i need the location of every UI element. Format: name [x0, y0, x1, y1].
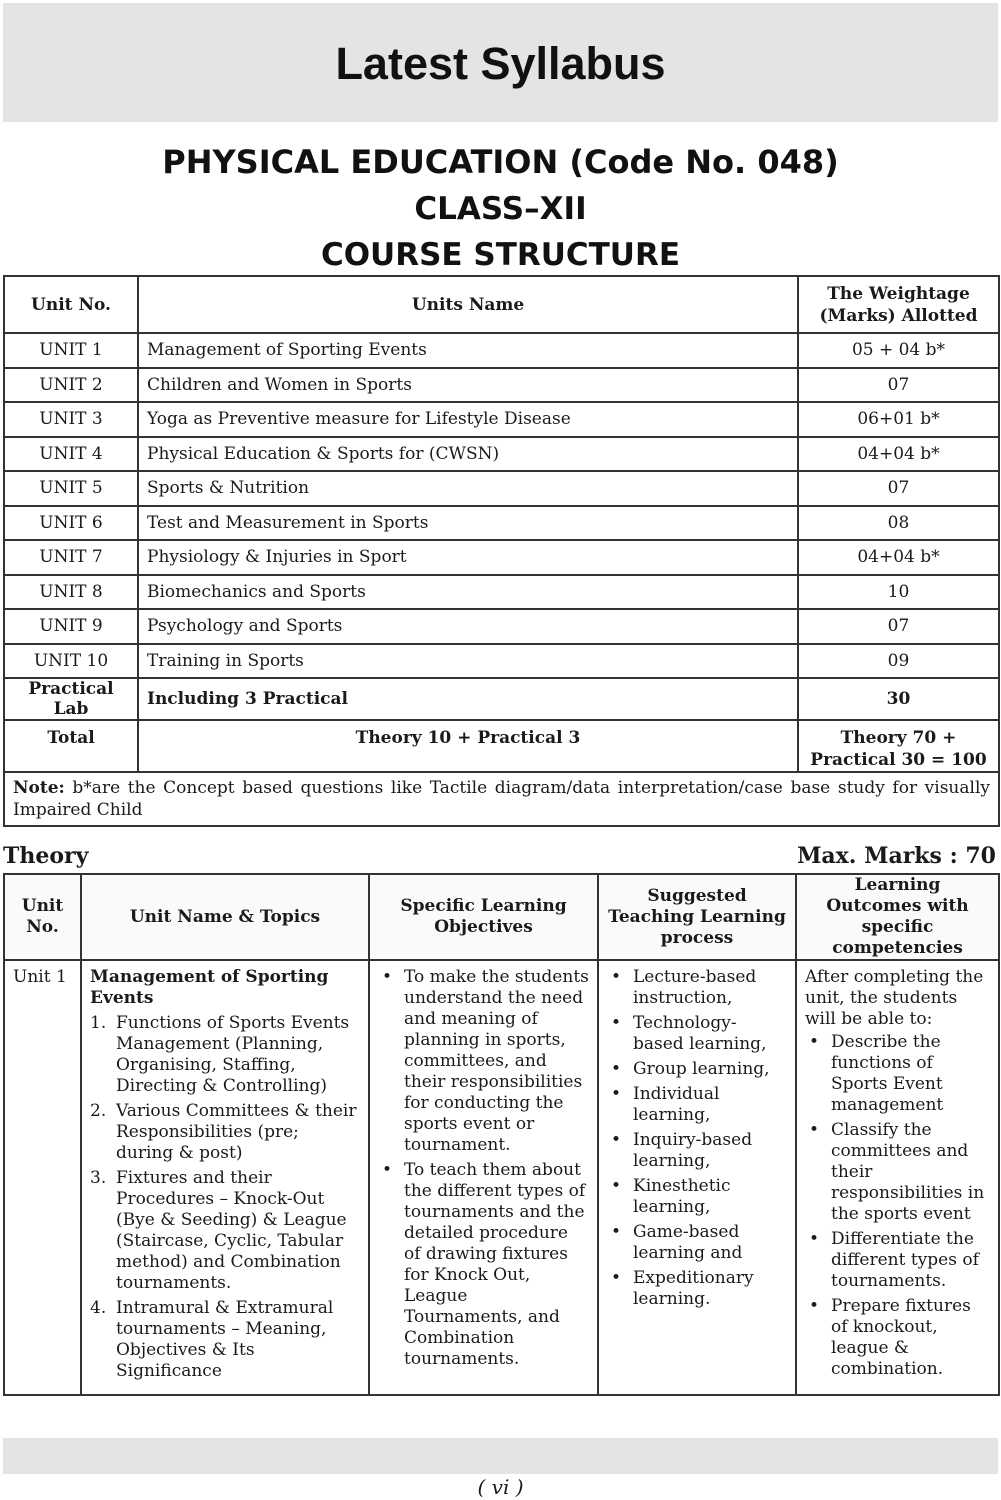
- process-item-text: Inquiry-based learning,: [633, 1130, 753, 1171]
- theory-title: Theory: [3, 843, 89, 869]
- unit-marks: 04+04 b*: [798, 540, 999, 575]
- header-theory-process: Suggested Teaching Learning process: [598, 874, 796, 960]
- unit-no: UNIT 2: [4, 368, 138, 403]
- total-marks-practical: Practical 30 = 100: [810, 750, 987, 770]
- total-name: Theory 10 + Practical 3: [138, 720, 798, 772]
- topic-number: 4.: [90, 1298, 107, 1318]
- unit-no: UNIT 7: [4, 540, 138, 575]
- unit-no: UNIT 5: [4, 471, 138, 506]
- theory-topics-cell: [81, 960, 369, 1395]
- header-units-name: Units Name: [138, 276, 798, 333]
- course-row: [4, 402, 999, 437]
- unit-name: Children and Women in Sports: [138, 368, 798, 403]
- outcome-item-text: Prepare fixtures of knockout, league & combination.: [831, 1296, 971, 1379]
- topic-text: Fixtures and their Procedures – Knock-Out (Bye & Seeding) & League (Staircase, Cyclic, Tabular method) and Combination tournaments.: [116, 1168, 347, 1293]
- topic-item: [90, 1013, 360, 1097]
- process-item-text: Individual learning,: [633, 1084, 720, 1125]
- topic-text: Various Committees & their Responsibilities (pre; during & post): [116, 1101, 357, 1163]
- practical-unit: Practical Lab: [4, 678, 138, 720]
- course-row: [4, 575, 999, 610]
- theory-header-row: [4, 874, 999, 960]
- outcomes-list: [805, 1032, 990, 1380]
- header-theory-topics: Unit Name & Topics: [81, 874, 369, 960]
- bullet-icon: •: [611, 1084, 622, 1104]
- course-header-row: [4, 276, 999, 333]
- unit-marks: 07: [798, 609, 999, 644]
- unit-marks: 07: [798, 471, 999, 506]
- unit-name: Training in Sports: [138, 644, 798, 679]
- banner-title: Latest Syllabus: [335, 38, 666, 89]
- bullet-icon: •: [809, 1032, 820, 1052]
- objective-item-text: To teach them about the different types of tournaments and the detailed procedure of drawing fixtures for Knock Out, League Tournaments, and Combination tournaments.: [404, 1160, 586, 1369]
- unit-name: Physical Education & Sports for (CWSN): [138, 437, 798, 472]
- process-item-text: Expeditionary learning.: [633, 1268, 754, 1309]
- theory-table: [3, 873, 1000, 1396]
- outcome-item-text: Describe the functions of Sports Event management: [831, 1032, 944, 1115]
- process-item-text: Technology-based learning,: [633, 1013, 767, 1054]
- unit-marks: 06+01 b*: [798, 402, 999, 437]
- note-label: Note:: [13, 778, 65, 798]
- process-item: [607, 1222, 787, 1264]
- unit-marks: 10: [798, 575, 999, 610]
- unit-name: Yoga as Preventive measure for Lifestyle Disease: [138, 402, 798, 437]
- header-weightage: The Weightage (Marks) Allotted: [798, 276, 999, 333]
- header-theory-objectives: Specific Learning Objectives: [369, 874, 598, 960]
- course-row: [4, 644, 999, 679]
- topic-title: Management of Sporting Events: [90, 967, 329, 1008]
- header-theory-unit: Unit No.: [4, 874, 81, 960]
- unit-no: UNIT 8: [4, 575, 138, 610]
- note-cell: [4, 772, 999, 826]
- practical-name: Including 3 Practical: [138, 678, 798, 720]
- process-item-text: Kinesthetic learning,: [633, 1176, 731, 1217]
- objective-item-text: To make the students understand the need and meaning of planning in sports, committees, and their responsibilities for conducting the sports event or tournament.: [404, 967, 589, 1155]
- subject-heading: PHYSICAL EDUCATION (Code No. 048): [162, 143, 839, 181]
- process-item-text: Lecture-based instruction,: [633, 967, 757, 1008]
- course-structure-table: [3, 275, 1000, 827]
- bullet-icon: •: [809, 1120, 820, 1140]
- unit-no: UNIT 1: [4, 333, 138, 368]
- unit-marks: 05 + 04 b*: [798, 333, 999, 368]
- course-row: [4, 540, 999, 575]
- bullet-icon: •: [809, 1229, 820, 1249]
- total-marks: [798, 720, 999, 772]
- total-marks-theory: Theory 70 +: [840, 728, 957, 748]
- process-list: [607, 967, 787, 1310]
- note-text: b*are the Concept based questions like Tactile diagram/data interpretation/case base study for visually Impaired Child: [13, 778, 990, 820]
- topic-number: 1.: [90, 1013, 107, 1033]
- unit-marks: 09: [798, 644, 999, 679]
- unit-name: Test and Measurement in Sports: [138, 506, 798, 541]
- max-marks: Max. Marks : 70: [797, 843, 996, 869]
- process-item-text: Group learning,: [633, 1059, 770, 1079]
- theory-outcomes-cell: [796, 960, 999, 1395]
- course-row: [4, 609, 999, 644]
- process-item-text: Game-based learning and: [633, 1222, 743, 1263]
- bullet-icon: •: [611, 967, 622, 987]
- unit-no: UNIT 9: [4, 609, 138, 644]
- topic-number: 3.: [90, 1168, 107, 1188]
- objectives-list: [378, 967, 589, 1370]
- topic-number: 2.: [90, 1101, 107, 1121]
- practical-marks: 30: [798, 678, 999, 720]
- outcome-item: [805, 1229, 990, 1292]
- theory-process-cell: [598, 960, 796, 1395]
- bullet-icon: •: [611, 1059, 622, 1079]
- process-item: [607, 1176, 787, 1218]
- unit-name: Biomechanics and Sports: [138, 575, 798, 610]
- bullet-icon: •: [611, 1130, 622, 1150]
- unit-name: Psychology and Sports: [138, 609, 798, 644]
- outcome-item: [805, 1120, 990, 1225]
- bullet-icon: •: [611, 1176, 622, 1196]
- course-row: [4, 333, 999, 368]
- unit-no: UNIT 6: [4, 506, 138, 541]
- bullet-icon: •: [382, 1160, 393, 1180]
- objective-item: [378, 967, 589, 1156]
- process-item: [607, 1013, 787, 1055]
- page-number: ( vi ): [477, 1475, 524, 1499]
- course-row: [4, 506, 999, 541]
- unit-marks: 04+04 b*: [798, 437, 999, 472]
- bullet-icon: •: [809, 1296, 820, 1316]
- topic-text: Functions of Sports Events Management (Planning, Organising, Staffing, Directing & Controlling): [116, 1013, 350, 1096]
- topic-text: Intramural & Extramural tournaments – Meaning, Objectives & Its Significance: [116, 1298, 334, 1381]
- topic-item: [90, 1101, 360, 1164]
- course-row: [4, 437, 999, 472]
- course-row: [4, 471, 999, 506]
- unit-marks: 07: [798, 368, 999, 403]
- structure-heading: COURSE STRUCTURE: [320, 237, 681, 273]
- topic-item: [90, 1168, 360, 1294]
- note-row: [4, 772, 999, 826]
- bullet-icon: •: [611, 1013, 622, 1033]
- bullet-icon: •: [382, 967, 393, 987]
- theory-title-row: [3, 842, 998, 870]
- outcome-item-text: Differentiate the different types of tournaments.: [831, 1229, 979, 1291]
- total-label: Total: [4, 720, 138, 772]
- footer-bar: [3, 1438, 998, 1474]
- process-item: [607, 1130, 787, 1172]
- unit-name: Sports & Nutrition: [138, 471, 798, 506]
- theory-unit-row: [4, 960, 999, 1395]
- bullet-icon: •: [611, 1268, 622, 1288]
- outcome-item: [805, 1296, 990, 1380]
- outcome-item-text: Classify the committees and their responsibilities in the sports event: [831, 1120, 985, 1224]
- unit-no: UNIT 4: [4, 437, 138, 472]
- unit-name: Physiology & Injuries in Sport: [138, 540, 798, 575]
- total-row: [4, 720, 999, 772]
- course-row: [4, 368, 999, 403]
- unit-no: UNIT 3: [4, 402, 138, 437]
- objective-item: [378, 1160, 589, 1370]
- header-theory-outcomes: Learning Outcomes with specific competencies: [796, 874, 999, 960]
- unit-name: Management of Sporting Events: [138, 333, 798, 368]
- theory-objectives-cell: [369, 960, 598, 1395]
- outcomes-intro: After completing the unit, the students will be able to:: [805, 967, 984, 1029]
- topics-list: [90, 1013, 360, 1382]
- process-item: [607, 967, 787, 1009]
- bullet-icon: •: [611, 1222, 622, 1242]
- unit-no: UNIT 10: [4, 644, 138, 679]
- unit-marks: 08: [798, 506, 999, 541]
- process-item: [607, 1059, 787, 1080]
- header-unit-no: Unit No.: [4, 276, 138, 333]
- theory-unit-cell: Unit 1: [4, 960, 81, 1395]
- class-heading: CLASS–XII: [414, 191, 587, 227]
- process-item: [607, 1084, 787, 1126]
- topic-item: [90, 1298, 360, 1382]
- outcome-item: [805, 1032, 990, 1116]
- process-item: [607, 1268, 787, 1310]
- practical-row: [4, 678, 999, 720]
